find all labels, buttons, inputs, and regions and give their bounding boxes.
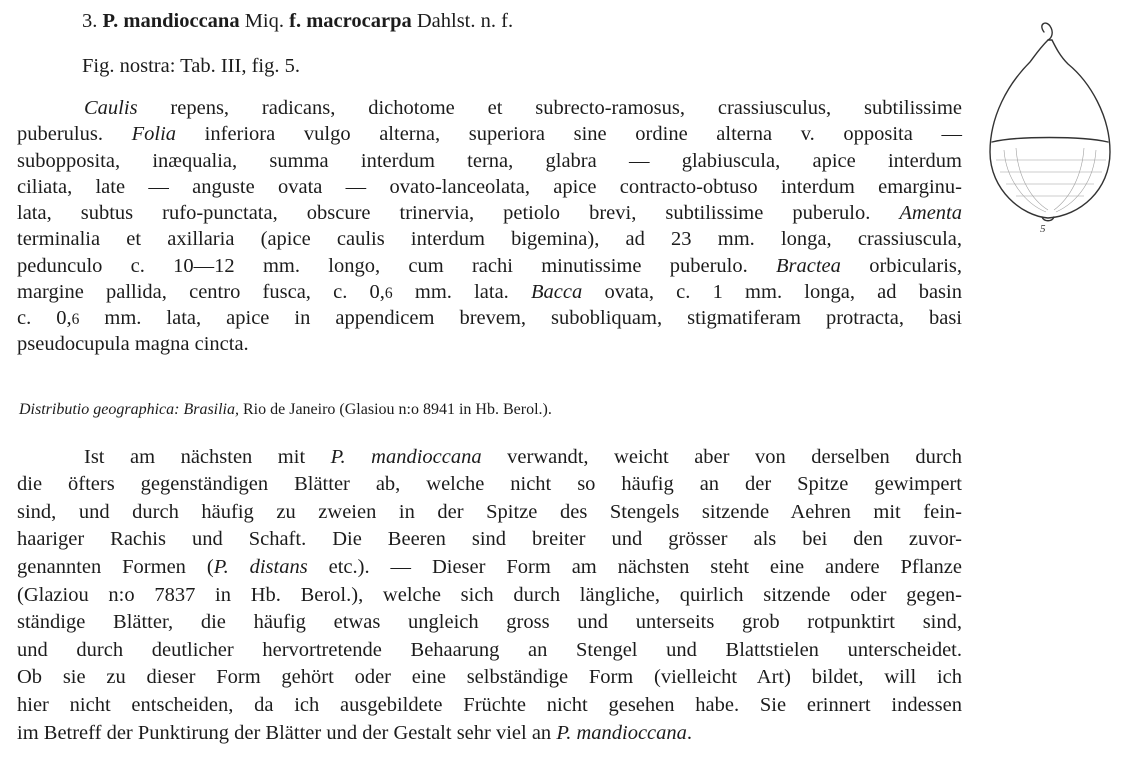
commentary-line: Ob sie zu dieser Form gehört oder eine selbständige Form (vielleicht Art) bildet, will ich — [17, 666, 962, 688]
commentary-line: und durch deutlicher hervortretende Behaarung an Stengel und Blattstielen unterscheidet. — [17, 639, 962, 661]
term-caulis: Caulis — [84, 97, 138, 119]
text-run: lata, subtus rufo-punctata, obscure trinervia, petiolo brevi, subtilissime puberulo. — [17, 202, 900, 224]
distribution — [19, 397, 552, 423]
description-line — [17, 305, 962, 333]
species-name: P. mandioccana — [102, 10, 240, 32]
text-run: mm. lata. — [392, 281, 532, 303]
berry-outline — [990, 40, 1110, 218]
commentary-line — [17, 720, 692, 746]
text-run: . — [686, 722, 693, 744]
text-run: Ist am nächsten mit — [84, 446, 331, 468]
small-numeral: 6 — [71, 311, 80, 328]
text-run: ovata, c. 1 mm. longa, ad basin — [582, 281, 962, 303]
description-line: terminalia et axillaria (apice caulis interdum bigemina), ad 23 mm. longa, crassiuscula, — [17, 228, 962, 250]
text-run: margine pallida, centro fusca, c. 0, — [17, 281, 385, 303]
species-heading — [82, 8, 513, 34]
commentary-line: die öfters gegenständigen Blätter ab, welche nicht so häufig an der Spitze gewimpert — [17, 473, 962, 495]
text-run: repens, radicans, dichotome et subrecto-ramosus, crassiusculus, subtilissime — [137, 97, 962, 119]
taxon-ref: P. distans — [213, 556, 308, 578]
species-number: 3. — [82, 10, 98, 32]
text-run: orbicularis, — [840, 255, 962, 277]
commentary-line: sind, und durch häufig zu zweien in der Spitze des Stengels sitzende Aehren mit fein- — [17, 501, 962, 523]
text-run: verwandt, weicht aber von derselben durch — [481, 446, 962, 468]
description-line — [84, 95, 962, 121]
small-numeral: 6 — [384, 285, 393, 302]
figure-reference: Fig. nostra: Tab. III, fig. 5. — [82, 55, 300, 77]
description-line: subopposita, inæqualia, summa interdum terna, glabra — glabiuscula, apice interdum — [17, 150, 962, 172]
forma-author: Dahlst. n. f. — [416, 10, 514, 32]
text-run: etc.). — Dieser Form am nächsten steht eine andere Pflanze — [307, 556, 963, 578]
term-folia: Folia — [131, 123, 177, 145]
distribution-text: Rio de Janeiro (Glasiou n:o 8941 in Hb. Berol.). — [239, 401, 552, 418]
description-line — [17, 279, 962, 307]
figure-label: 5 — [1040, 223, 1046, 235]
forma-name: f. macrocarpa — [289, 10, 412, 32]
taxon-ref: P. mandioccana — [330, 446, 482, 468]
text-run: mm. lata, apice in appendicem brevem, subobliquam, stigmatiferam protracta, basi — [79, 307, 962, 329]
text-run: inferiora vulgo alterna, superiora sine ordine alterna v. opposita — — [176, 123, 962, 145]
description-line: ciliata, late — anguste ovata — ovato-lanceolata, apice contracto-obtuso interdum emarginu- — [17, 176, 962, 198]
text-run: im Betreff der Punktirung der Blätter und der Gestalt sehr viel an — [17, 722, 557, 744]
term-bacca: Bacca — [531, 281, 583, 303]
description-line — [17, 253, 962, 279]
commentary-line: haariger Rachis und Schaft. Die Beeren sind breiter und grösser als bei den zuvor- — [17, 528, 962, 550]
text-run: puberulus. — [17, 123, 132, 145]
text-run: genannten Formen ( — [17, 556, 214, 578]
species-author: Miq. — [244, 10, 285, 32]
commentary-line: (Glaziou n:o 7837 in Hb. Berol.), welche sich durch längliche, quirlich sitzende oder gegen- — [17, 584, 962, 606]
commentary-line — [17, 554, 962, 580]
commentary-line: hier nicht entscheiden, da ich ausgebildete Früchte nicht gesehen habe. Sie erinnert indessen — [17, 694, 962, 716]
text-run: c. 0, — [17, 307, 72, 329]
term-bractea: Bractea — [776, 255, 841, 277]
term-amenta: Amenta — [899, 202, 962, 224]
distribution-label: Distributio geographica: Brasilia, — [19, 401, 239, 418]
description-line — [17, 200, 962, 226]
taxon-ref: P. mandioccana — [556, 722, 687, 744]
commentary-line: ständige Blätter, die häufig etwas ungleich gross und unterseits grob rotpunktirt sind, — [17, 611, 962, 633]
berry-stigma-tip — [1042, 23, 1052, 40]
commentary-line — [84, 444, 962, 470]
pseudocupula-rim — [992, 138, 1108, 143]
description-line: pseudocupula magna cincta. — [17, 333, 249, 355]
text-run: pedunculo c. 10—12 mm. longo, cum rachi minutissime puberulo. — [17, 255, 777, 277]
description-line — [17, 121, 962, 147]
berry-illustration — [986, 20, 1126, 235]
